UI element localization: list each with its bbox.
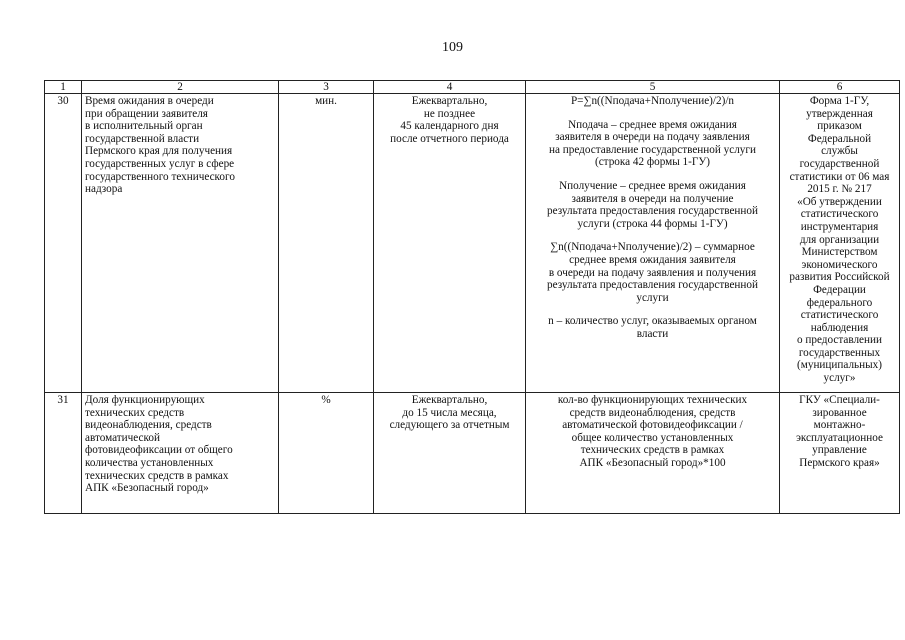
text-line: Nполучение – среднее время ожидания <box>559 179 746 192</box>
indicator-name <box>82 94 279 393</box>
text-line: наблюдения <box>810 321 869 334</box>
reporting-period <box>374 94 526 393</box>
text-line: государственной <box>799 157 880 170</box>
text-line: Время ожидания в очереди <box>85 95 214 107</box>
text-line: видеонаблюдения, средств <box>85 419 212 432</box>
text-line: власти <box>636 327 669 340</box>
text-line: 45 календарного дня <box>400 120 499 133</box>
text-line: Ежеквартально, <box>411 95 488 107</box>
text-line: на предоставление государственной услуги <box>549 143 756 156</box>
text-line: заявителя в очереди на получение <box>571 192 734 205</box>
text-line: Доля функционирующих <box>85 394 205 406</box>
text-line: для организации <box>799 233 880 246</box>
unit-of-measure: % <box>279 393 374 514</box>
column-number: 6 <box>780 81 900 94</box>
text-line: Ежеквартально, <box>411 394 488 406</box>
text-line: Пермского края для получения <box>85 145 233 158</box>
text-line: результата предоставления государственной <box>547 279 758 292</box>
text-line: n – количество услуг, оказываемых органом <box>548 315 757 328</box>
text-line: инструментария <box>800 220 879 233</box>
text-line: «Об утверждении <box>797 195 882 208</box>
calculation-method <box>526 393 780 514</box>
text-line: количества установленных <box>85 456 214 469</box>
text-line: не позднее <box>423 107 476 120</box>
data-source <box>780 94 900 393</box>
text-line: при обращении заявителя <box>85 107 208 120</box>
text-line: до 15 числа месяца, <box>402 406 497 419</box>
text-line: Пермского края» <box>799 456 880 469</box>
method-paragraph <box>529 180 776 230</box>
text-line: автоматической фотовидеофиксации / <box>562 419 743 432</box>
text-line: федерального <box>806 296 873 309</box>
text-line: монтажно- <box>813 419 866 432</box>
text-line: службы <box>821 145 858 158</box>
calculation-method <box>526 94 780 393</box>
text-line: P=∑n((Nподача+Nполучение)/2)/n <box>570 95 735 107</box>
text-line: в исполнительный орган <box>85 120 203 133</box>
column-number: 5 <box>526 81 780 94</box>
text-line: 2015 г. № 217 <box>807 183 872 196</box>
text-line: заявителя в очереди на подачу заявления <box>555 131 750 144</box>
data-source <box>780 393 900 514</box>
text-line: услуги <box>636 291 669 304</box>
text-line: после отчетного периода <box>390 132 509 145</box>
text-line: автоматической <box>85 431 160 444</box>
row-number: 30 <box>45 94 82 393</box>
text-line: услуги (строка 44 формы 1-ГУ) <box>577 217 728 230</box>
text-line: государственной власти <box>85 132 200 145</box>
text-line: в очереди на подачу заявления и получения <box>548 266 757 279</box>
text-line: государственных услуг в сфере <box>85 157 235 170</box>
text-line: статистического <box>800 208 879 221</box>
text-line: средств видеонаблюдения, средств <box>569 406 736 419</box>
text-line: технических средств <box>85 406 185 419</box>
method-paragraph <box>529 95 776 108</box>
text-line: статистического <box>800 309 879 322</box>
method-paragraph <box>529 394 776 470</box>
column-number: 1 <box>45 81 82 94</box>
table-row <box>45 393 900 514</box>
text-line: государственного технического <box>85 170 235 183</box>
indicators-table <box>44 80 900 514</box>
text-line: Федеральной <box>807 132 872 145</box>
unit-of-measure: мин. <box>279 94 374 393</box>
method-paragraph <box>529 315 776 340</box>
text-line: о предоставлении <box>797 334 882 347</box>
column-number: 2 <box>82 81 279 94</box>
text-line: ∑n((Nподача+Nполучение)/2) – суммарное <box>550 241 755 254</box>
indicator-name <box>82 393 279 514</box>
text-line: среднее время ожидания заявителя <box>569 253 736 266</box>
text-line: управление <box>812 444 867 457</box>
method-paragraph <box>529 119 776 169</box>
text-line: кол-во функционирующих технических <box>557 394 748 406</box>
text-line: результата предоставления государственной <box>547 205 758 218</box>
text-line: ГКУ «Специали- <box>799 394 880 406</box>
text-line: Министерством <box>801 246 878 259</box>
text-line: услуг» <box>823 372 856 385</box>
page-number: 109 <box>442 40 463 55</box>
text-line: технических средств в рамках <box>580 444 725 457</box>
text-line: надзора <box>85 183 123 196</box>
text-line: общее количество установленных <box>571 431 734 444</box>
text-line: Nподача – среднее время ожидания <box>568 118 737 131</box>
text-line: приказом <box>817 120 862 133</box>
text-line: фотовидеофиксации от общего <box>85 444 233 457</box>
text-line: экономического <box>801 258 878 271</box>
text-line: эксплуатационное <box>796 431 883 444</box>
column-number: 4 <box>374 81 526 94</box>
text-line: АПК «Безопасный город»*100 <box>579 456 726 469</box>
text-line: развития Российской <box>789 271 890 284</box>
text-line: зированное <box>812 406 867 419</box>
text-line: Форма 1-ГУ, <box>809 95 870 107</box>
row-number: 31 <box>45 393 82 514</box>
table-row <box>45 94 900 393</box>
reporting-period <box>374 393 526 514</box>
text-line: (строка 42 формы 1-ГУ) <box>594 156 710 169</box>
text-line: утвержденная <box>806 107 873 120</box>
text-line: Федерации <box>813 283 866 296</box>
text-line: статистики от 06 мая <box>789 170 890 183</box>
text-line: (муниципальных) <box>797 359 882 372</box>
text-line: следующего за отчетным <box>389 419 510 432</box>
column-number-row <box>45 81 900 94</box>
method-paragraph <box>529 241 776 304</box>
text-line: технических средств в рамках <box>85 469 229 482</box>
text-line: государственных <box>798 346 881 359</box>
column-number: 3 <box>279 81 374 94</box>
text-line: АПК «Безопасный город» <box>85 482 209 495</box>
